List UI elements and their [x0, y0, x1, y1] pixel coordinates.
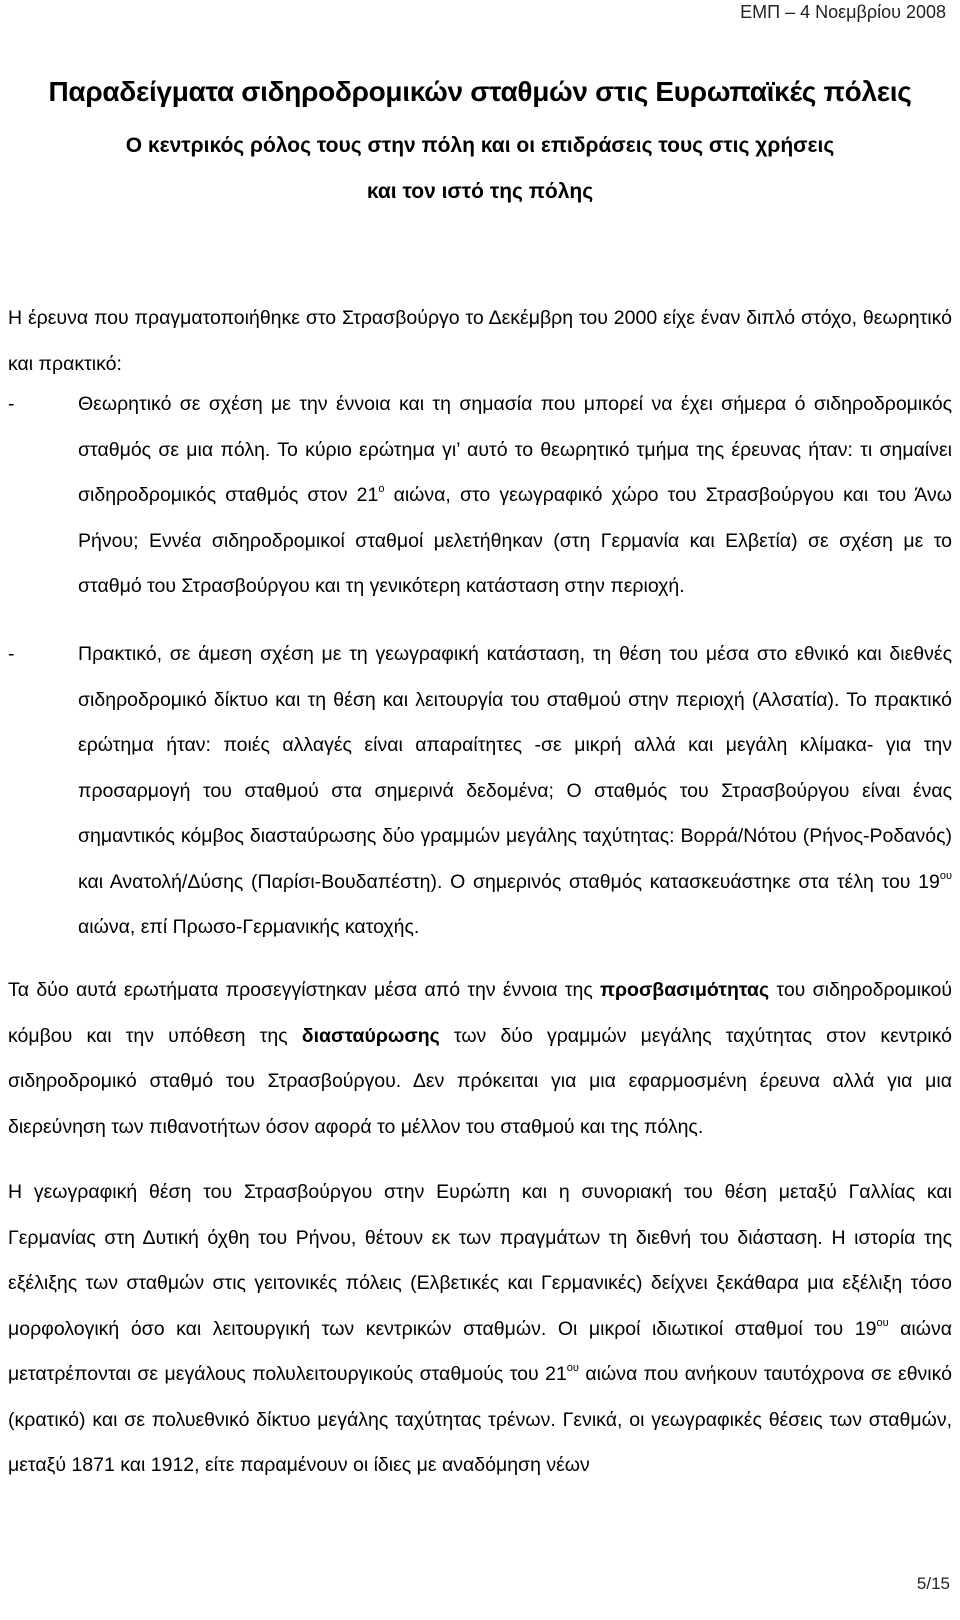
list-item-text: Θεωρητικό σε σχέση με την έννοια και τη σημασία που μπορεί να έχει σήμερα ό σιδηροδρομικός σταθμός σε μια πόλη. Το κύριο ερώτημα γι’ αυτό το θεωρητικό τμήμα της έρευνας ήταν: τι σημαίνει σιδηροδρομικός σταθμός στον $21^o$ αιώνα, στο γεωγραφικό χώρο του Στρασβούργου και του Άνω Ρήνου; Εννέα σιδηροδρομικοί σταθμοί μελετήθηκαν (στη Γερμανία και Ελβετία) σε σχέση με το σταθμό του Στρασβούργου και τη γενικότερη κατάσταση στην περιοχή. — [78, 393, 952, 597]
list-item-practical — [8, 632, 952, 951]
document-title: Παραδείγματα σιδηροδρομικών σταθμών στις Ευρωπαϊκές πόλεις — [48, 76, 912, 107]
page-header: ΕΜΠ – 4 Νοεμβρίου 2008 — [740, 2, 946, 22]
accessibility-paragraph: Τα δύο αυτά ερωτήματα προσεγγίστηκαν μέσα από την έννοια της προσβασιμότητας του σιδηροδρομικού κόμβου και την υπόθεση της διασταύρωσης των δύο γραμμών μεγάλης ταχύτητας στον κεντρικό σιδηροδρομικό σταθμό του Στρασβούργου. Δεν πρόκειται για μια εφαρμοσμένη έρευνα αλλά για μια διερεύνηση των πιθανοτήτων όσον αφορά το μέλλον του σταθμού και της πόλης. — [8, 979, 953, 1138]
bold-term-crossing: διασταύρωσης — [301, 1024, 440, 1047]
list-item-theoretical — [8, 382, 952, 610]
list-dash: - — [8, 643, 15, 665]
bold-term-accessibility: προσβασιμότητας — [600, 979, 770, 1001]
geography-paragraph: Η γεωγραφική θέση του Στρασβούργου στην Ευρώπη και η συνοριακή του θέση μεταξύ Γαλλίας και Γερμανίας στη Δυτική όχθη του Ρήνου, θέτουν εκ των πραγμάτων τη διεθνή του διάσταση. Η ιστορία της εξέλιξης των σταθμών στις γειτονικές πόλεις (Ελβετικές και Γερμανικές) δείχνει ξεκάθαρα μια εξέλιξη τόσο μορφολογική όσο και λειτουργική των κεντρικών σταθμών. Οι μικροί ιδιωτικοί σταθμοί του $19^{o\upsilon}$ αιώνα μετατρέπονται σε μεγάλους πολυλειτουργικούς σταθμούς του $21^{o\upsilon}$ αιώνα που ανήκουν ταυτόχρονα σε εθνικό (κρατικό) και σε πολυεθνικό δίκτυο μεγάλης ταχύτητας τρένων. Γενικά, οι γεωγραφικές θέσεις των σταθμών, μεταξύ 1871 και 1912, είτε παραμένουν οι ίδιες με αναδόμηση νέων — [8, 1181, 952, 1476]
list-item-text: Πρακτικό, σε άμεση σχέση με τη γεωγραφική κατάσταση, τη θέση του μέσα στο εθνικό και διεθνές σιδηροδρομικό δίκτυο και τη θέση και λειτουργία του σταθμού στην περιοχή (Αλσατία). Το πρακτικό ερώτημα ήταν: ποιές αλλαγές είναι απαραίτητες -σε μικρή αλλά και μεγάλη κλίμακα- για την προσαρμογή του σταθμού στα σημερινά δεδομένα; Ο σταθμός του Στρασβούργου είναι ένας σημαντικός κόμβος διασταύρωσης δύο γραμμών μεγάλης ταχύτητας: Βορρά/Νότου (Ρήνος-Ροδανός) και Ανατολή/Δύσης (Παρίσι-Βουδαπέστη). Ο σημερινός σταθμός κατασκευάστηκε στα τέλη του $19^{o\upsilon}$ αιώνα, επί Πρωσο-Γερμανικής κατοχής. — [78, 643, 952, 938]
list-dash: - — [8, 393, 15, 415]
document-subtitle-line1: Ο κεντρικός ρόλος τους στην πόλη και οι επιδράσεις τους στις χρήσεις — [125, 134, 835, 157]
document-subtitle-line2: και τον ιστό της πόλης — [366, 180, 594, 203]
intro-paragraph: Η έρευνα που πραγματοποιήθηκε στο Στρασβούργο το Δεκέμβρη του 2000 είχε έναν διπλό στόχο, θεωρητικό και πρακτικό: — [8, 307, 952, 375]
page-number: 5/15 — [916, 1574, 950, 1593]
